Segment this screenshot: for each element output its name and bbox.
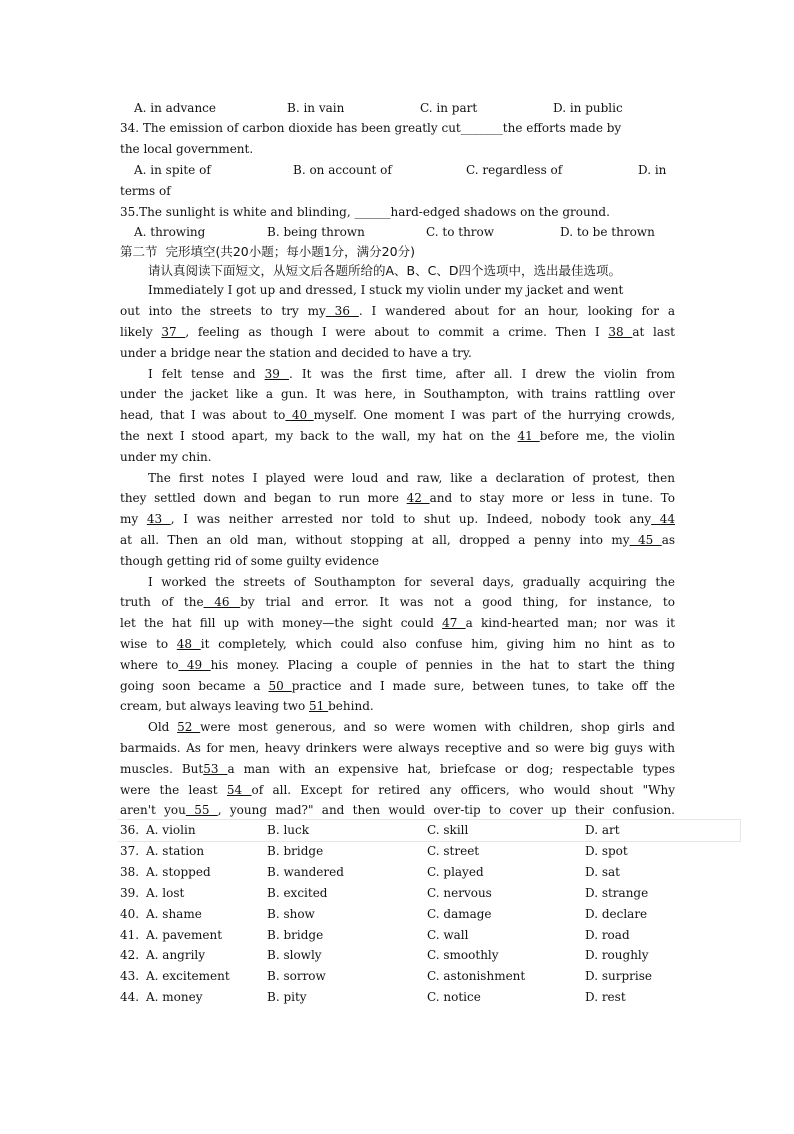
option-d: D. spot [585,844,628,858]
option-num: 39. [120,886,140,900]
p5-line2: barmaids. As for men, heavy drinkers were always receptive and so were big guys with [120,741,675,755]
option-num: 40. [120,907,140,921]
option-row-36 [120,820,740,841]
q35-blank: ______ [354,205,391,219]
option-c: C. nervous [427,886,492,900]
option-row-43 [120,966,740,987]
option-row-39 [120,883,740,904]
option-d: D. road [585,928,630,942]
p3-line1: The first notes I played were loud and raw, like a declaration of protest, then [148,471,675,485]
q33-option-b: B. in vain [287,101,345,115]
option-num: 37. [120,844,140,858]
option-num: 41. [120,928,140,942]
option-a: A. angrily [146,948,206,962]
option-num: 44. [120,990,140,1004]
blank-54: 54 [226,783,252,797]
p4-line2: truth of the 46 by trial and error. It was not a good thing, for instance, to [120,595,675,609]
blank-55: 55 [185,803,218,817]
option-row-41 [120,925,740,946]
option-b: B. luck [267,823,310,837]
p1-line1: Immediately I got up and dressed, I stuck my violin under my jacket and went [148,283,624,297]
section-heading: 第二节 完形填空(共20小题；每小题1分，满分20分) [120,244,415,259]
option-num: 36. [120,823,140,837]
option-a: A. stopped [146,865,211,879]
blank-41: 41 [517,429,540,443]
p4-line5: where to 49 his money. Placing a couple of pennies in the hat to start the thing [120,658,675,672]
p2-line1: I felt tense and 39 . It was the first time, after all. I drew the violin from [148,367,675,381]
q34-option-a: A. in spite of [134,163,211,177]
option-b: B. sorrow [267,969,326,983]
p2-line5: under my chin. [120,450,212,464]
q35-stem: 35.The sunlight is white and blinding, ______hard-edged shadows on the ground. [120,205,610,219]
q33-option-d: D. in public [553,101,623,115]
p5-line1: Old 52 were most generous, and so were women with children, shop girls and [148,720,675,734]
option-row-42 [120,945,740,966]
option-row-38 [120,862,740,883]
p1-line4: under a bridge near the station and decided to have a try. [120,346,472,360]
option-c: C. skill [427,823,469,837]
q34-stem-line1: 34. The emission of carbon dioxide has been greatly cut_______the efforts made by [120,121,622,135]
q34-option-c: C. regardless of [466,163,563,177]
q35-options [120,222,740,243]
option-a: A. money [146,990,203,1004]
blank-53: 53 [203,762,228,776]
option-b: B. wandered [267,865,344,879]
blank-47: 47 [442,616,466,630]
p1-line3: likely 37 , feeling as though I were about to commit a crime. Then I 38 at last [120,325,675,339]
option-num: 38. [120,865,140,879]
option-b: B. excited [267,886,328,900]
blank-38: 38 [608,325,633,339]
option-num: 43. [120,969,140,983]
q34-options [120,160,740,181]
option-a: A. shame [146,907,202,921]
blank-48: 48 [176,637,201,651]
q35-option-a: A. throwing [134,225,206,239]
option-c: C. notice [427,990,481,1004]
blank-43: 43 [146,512,171,526]
q34-stem-line2: the local government. [120,142,254,156]
p3-line2: they settled down and began to run more 42 and to stay more or less in tune. To [120,491,675,505]
option-d: D. rest [585,990,626,1004]
option-num: 42. [120,948,140,962]
blank-39: 39 [264,367,289,381]
q33-option-a: A. in advance [134,101,216,115]
option-row-40 [120,904,740,925]
q35-option-d: D. to be thrown [560,225,655,239]
option-d: D. sat [585,865,620,879]
p2-line2: under the jacket like a gun. It was here, in Southampton, with trains rattling over [120,387,675,401]
option-d: D. declare [585,907,648,921]
p2-line3: head, that I was about to 40 myself. One moment I was part of the hurrying crowds, [120,408,676,422]
option-a: A. pavement [146,928,223,942]
option-d: D. roughly [585,948,649,962]
option-c: C. smoothly [427,948,499,962]
p5-line4: were the least 54 of all. Except for retired any officers, who would shout "Why [120,783,675,797]
blank-50: 50 [268,679,292,693]
blank-36: 36 [325,304,359,318]
option-b: B. bridge [267,928,324,942]
option-a: A. station [146,844,205,858]
q33-option-c: C. in part [420,101,478,115]
blank-45: 45 [629,533,662,547]
option-c: C. astonishment [427,969,526,983]
blank-44: 44 [651,512,675,526]
p4-line6: going soon became a 50 practice and I made sure, between tunes, to take off the [120,679,675,693]
blank-51: 51 [309,699,329,713]
option-a: A. excitement [146,969,230,983]
blank-40: 40 [285,408,314,422]
option-a: A. violin [146,823,196,837]
option-b: B. bridge [267,844,324,858]
option-c: C. damage [427,907,492,921]
p3-line4: at all. Then an old man, without stopping at all, dropped a penny into my 45 as [120,533,675,547]
option-a: A. lost [146,886,185,900]
p4-line1: I worked the streets of Southampton for several days, gradually acquiring the [148,575,675,589]
p4-line4: wise to 48 it completely, which could also confuse him, giving him no hint as to [120,637,676,651]
blank-49: 49 [178,658,211,672]
option-d: D. strange [585,886,649,900]
blank-46: 46 [203,595,241,609]
p5-line5: aren't you 55 , young mad?" and then would over-tip to cover up their confusion. [120,803,675,817]
q34-blank: _______ [460,121,503,135]
option-d: D. art [585,823,620,837]
p3-line5: though getting rid of some guilty evidence [120,554,380,568]
option-b: B. slowly [267,948,322,962]
p5-line3: muscles. But53 a man with an expensive hat, briefcase or dog; respectable types [120,762,675,776]
option-c: C. wall [427,928,469,942]
blank-42: 42 [406,491,430,505]
section-instruction: 请认真阅读下面短文，从短文后各题所给的A、B、C、D四个选项中，选出最佳选项。 [148,263,621,278]
p2-line4: the next I stood apart, my back to the wall, my hat on the 41 before me, the violin [120,429,675,443]
option-row-44 [120,987,740,1008]
blank-52: 52 [177,720,201,734]
q35-option-c: C. to throw [426,225,495,239]
option-b: B. pity [267,990,307,1004]
option-c: C. street [427,844,480,858]
option-d: D. surprise [585,969,652,983]
q35-option-b: B. being thrown [267,225,365,239]
p4-line7: cream, but always leaving two 51 behind. [120,699,374,713]
option-c: C. played [427,865,484,879]
q34-option-b: B. on account of [293,163,392,177]
q33-options [120,98,740,119]
p1-line2: out into the streets to try my 36 . I wandered about for an hour, looking for a [120,304,675,318]
p3-line3: my 43 , I was neither arrested nor told to shut up. Indeed, nobody took any 44 [120,512,675,526]
q34-options-tail: terms of [120,184,171,198]
q34-option-d: D. in [638,163,667,177]
blank-37: 37 [161,325,186,339]
option-b: B. show [267,907,315,921]
p4-line3: let the hat fill up with money—the sight could 47 a kind-hearted man; nor was it [120,616,675,630]
option-row-37 [120,841,740,862]
